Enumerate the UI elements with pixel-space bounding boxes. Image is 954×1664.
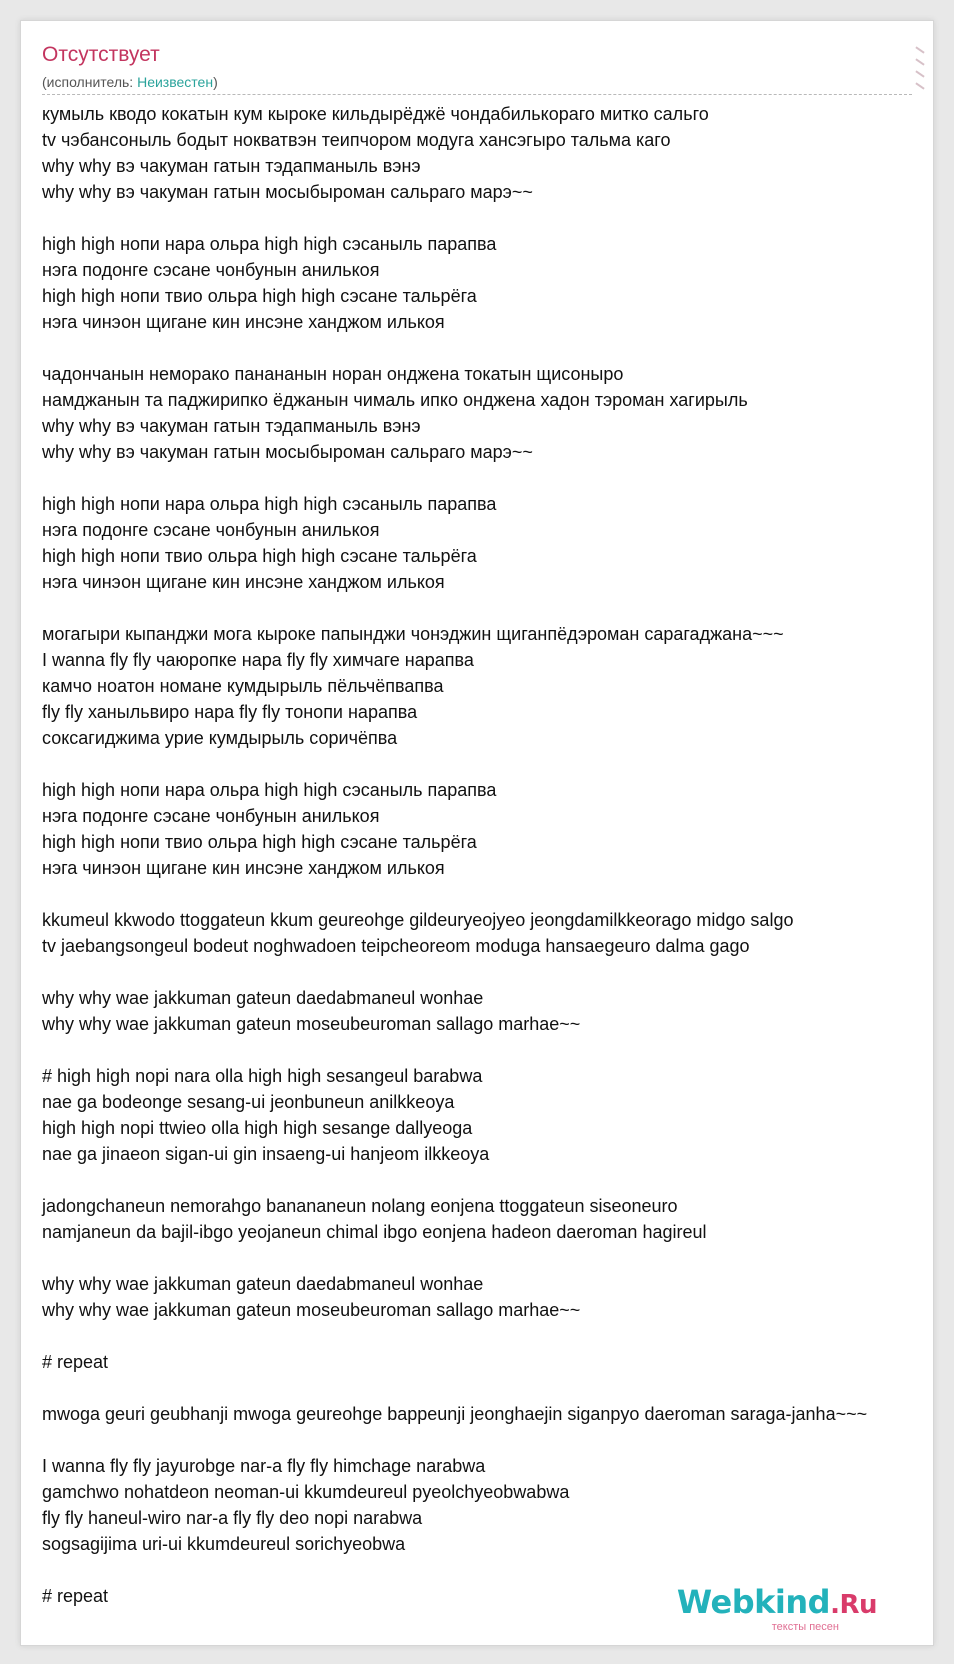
site-logo[interactable] [677,1583,877,1637]
lyric-line: нэга чинэон щигане кин инсэне ханджом илькоя [42,312,445,332]
lyric-line: sogsagijima uri-ui kkumdeureul sorichyeobwa [42,1534,406,1554]
logo-wordmark [677,1583,877,1621]
title-divider [42,94,912,95]
lyric-line: kkumeul kkwodo ttoggateun kkum geureohge gildeuryeojyeo jeongdamilkkeorago midgo salgo [42,910,794,930]
lyric-blank-line [42,1375,934,1401]
lyric-blank-line [42,1557,934,1583]
lyric-blank-line [42,465,934,491]
lyric-line: why why wae jakkuman gateun moseubeuroman sallago marhae~~ [42,1300,581,1320]
logo-main-text: Webkind [676,1583,831,1621]
lyric-line: why why вэ чакуман гатын мосыбыроман сальраго марэ~~ [42,442,533,462]
lyric-line: I wanna fly fly jayurobge nar-a fly fly himchage narabwa [42,1456,486,1476]
lyric-line: fly fly haneul-wiro nar-a fly fly deo nopi narabwa [42,1508,423,1528]
logo-suffix: .Ru [830,1590,877,1620]
lyric-line: jadongchaneun nemorahgo banananeun nolang eonjena ttoggateun siseoneuro [42,1196,678,1216]
lyric-line: # repeat [42,1586,109,1606]
lyrics-card [20,20,934,1646]
artist-line [42,74,218,90]
lyric-blank-line [42,205,934,231]
lyric-line: gamchwo nohatdeon neoman-ui kkumdeureul pyeolchyeobwabwa [42,1482,570,1502]
lyrics-body [42,101,934,1609]
lyric-blank-line [42,881,934,907]
lyric-line: why why wae jakkuman gateun daedabmaneul wonhae [42,988,484,1008]
lyric-line: камчо ноатон номане кумдырыль пёльчёпвапва [42,676,444,696]
lyric-line: high high нопи твио ольра high high сэсане тальрёга [42,546,477,566]
lyric-line: нэга подонге сэсане чонбунын анилькоя [42,520,380,540]
lyric-line: намджанын та паджирипко ёджанын чималь ипко онджена хадон тэроман хагирыль [42,390,748,410]
lyric-line: high high нопи нара ольра high high сэсаныль парапва [42,234,497,254]
lyric-line: нэга чинэон щигане кин инсэне ханджом илькоя [42,858,445,878]
lyric-line: кумыль кводо кокатын кум кыроке кильдырёджё чондабилькораго митко сальго [42,104,709,124]
lyric-line: чадончанын неморако панананын норан онджена токатын щисоныро [42,364,624,384]
lyric-line: mwoga geuri geubhanji mwoga geureohge bappeunji jeonghaejin siganpyo daeroman saraga-janha~~~ [42,1404,868,1424]
lyric-blank-line [42,959,934,985]
lyric-line: why why wae jakkuman gateun daedabmaneul wonhae [42,1274,484,1294]
lyric-line: high high нопи твио ольра high high сэсане тальрёга [42,286,477,306]
lyric-line: why why вэ чакуман гатын мосыбыроман сальраго марэ~~ [42,182,533,202]
lyric-line: why why вэ чакуман гатын тэдапманыль вэнэ [42,156,421,176]
lyric-line: high high нопи нара ольра high high сэсаныль парапва [42,780,497,800]
lyric-line: high high nopi ttwieo olla high high sesange dallyeoga [42,1118,473,1138]
lyric-line: nae ga jinaeon sigan-ui gin insaeng-ui hanjeom ilkkeoya [42,1144,490,1164]
lyric-line: namjaneun da bajil-ibgo yeojaneun chimal ibgo eonjena hadeon daeroman hagireul [42,1222,707,1242]
logo-tagline: тексты песен [771,1621,839,1633]
lyric-line: tv jaebangsongeul bodeut noghwadoen teipcheoreom moduga hansaegeuro dalma gago [42,936,750,956]
lyric-blank-line [42,1323,934,1349]
lyric-line: нэга подонге сэсане чонбунын анилькоя [42,806,380,826]
lyric-blank-line [42,751,934,777]
lyric-blank-line [42,1167,934,1193]
lyric-line: tv чэбансоныль бодыт нокватвэн теипчором модуга хансэгыро тальма каго [42,130,671,150]
lyric-line: соксагиджима урие кумдырыль соричёпва [42,728,398,748]
artist-suffix: ) [213,74,218,90]
lyric-line: нэга чинэон щигане кин инсэне ханджом илькоя [42,572,445,592]
lyric-blank-line [42,595,934,621]
lyric-line: high high нопи твио ольра high high сэсане тальрёга [42,832,477,852]
lyric-line: high high нопи нара ольра high high сэсаныль парапва [42,494,497,514]
lyric-line: why why wae jakkuman gateun moseubeuroman sallago marhae~~ [42,1014,581,1034]
lyric-line: fly fly ханыльвиро нара fly fly тонопи нарапва [42,702,418,722]
artist-link[interactable]: Неизвестен [137,74,214,90]
lyric-blank-line [42,1245,934,1271]
lyric-line: nae ga bodeonge sesang-ui jeonbuneun anilkkeoya [42,1092,455,1112]
corner-decoration [913,39,929,159]
lyric-line: могагыри кыпанджи мога кыроке папынджи чонэджин щиганпёдэроман сарагаджана~~~ [42,624,784,644]
lyric-line: нэга подонге сэсане чонбунын анилькоя [42,260,380,280]
lyric-blank-line [42,1037,934,1063]
lyric-blank-line [42,1427,934,1453]
lyric-line: I wanna fly fly чаюропке нара fly fly химчаге нарапва [42,650,474,670]
artist-prefix: (исполнитель: [42,74,138,90]
lyric-blank-line [42,335,934,361]
lyric-line: # high high nopi nara olla high high sesangeul barabwa [42,1066,483,1086]
song-title: Отсутствует [42,43,160,66]
lyric-line: # repeat [42,1352,109,1372]
lyric-line: why why вэ чакуман гатын тэдапманыль вэнэ [42,416,421,436]
